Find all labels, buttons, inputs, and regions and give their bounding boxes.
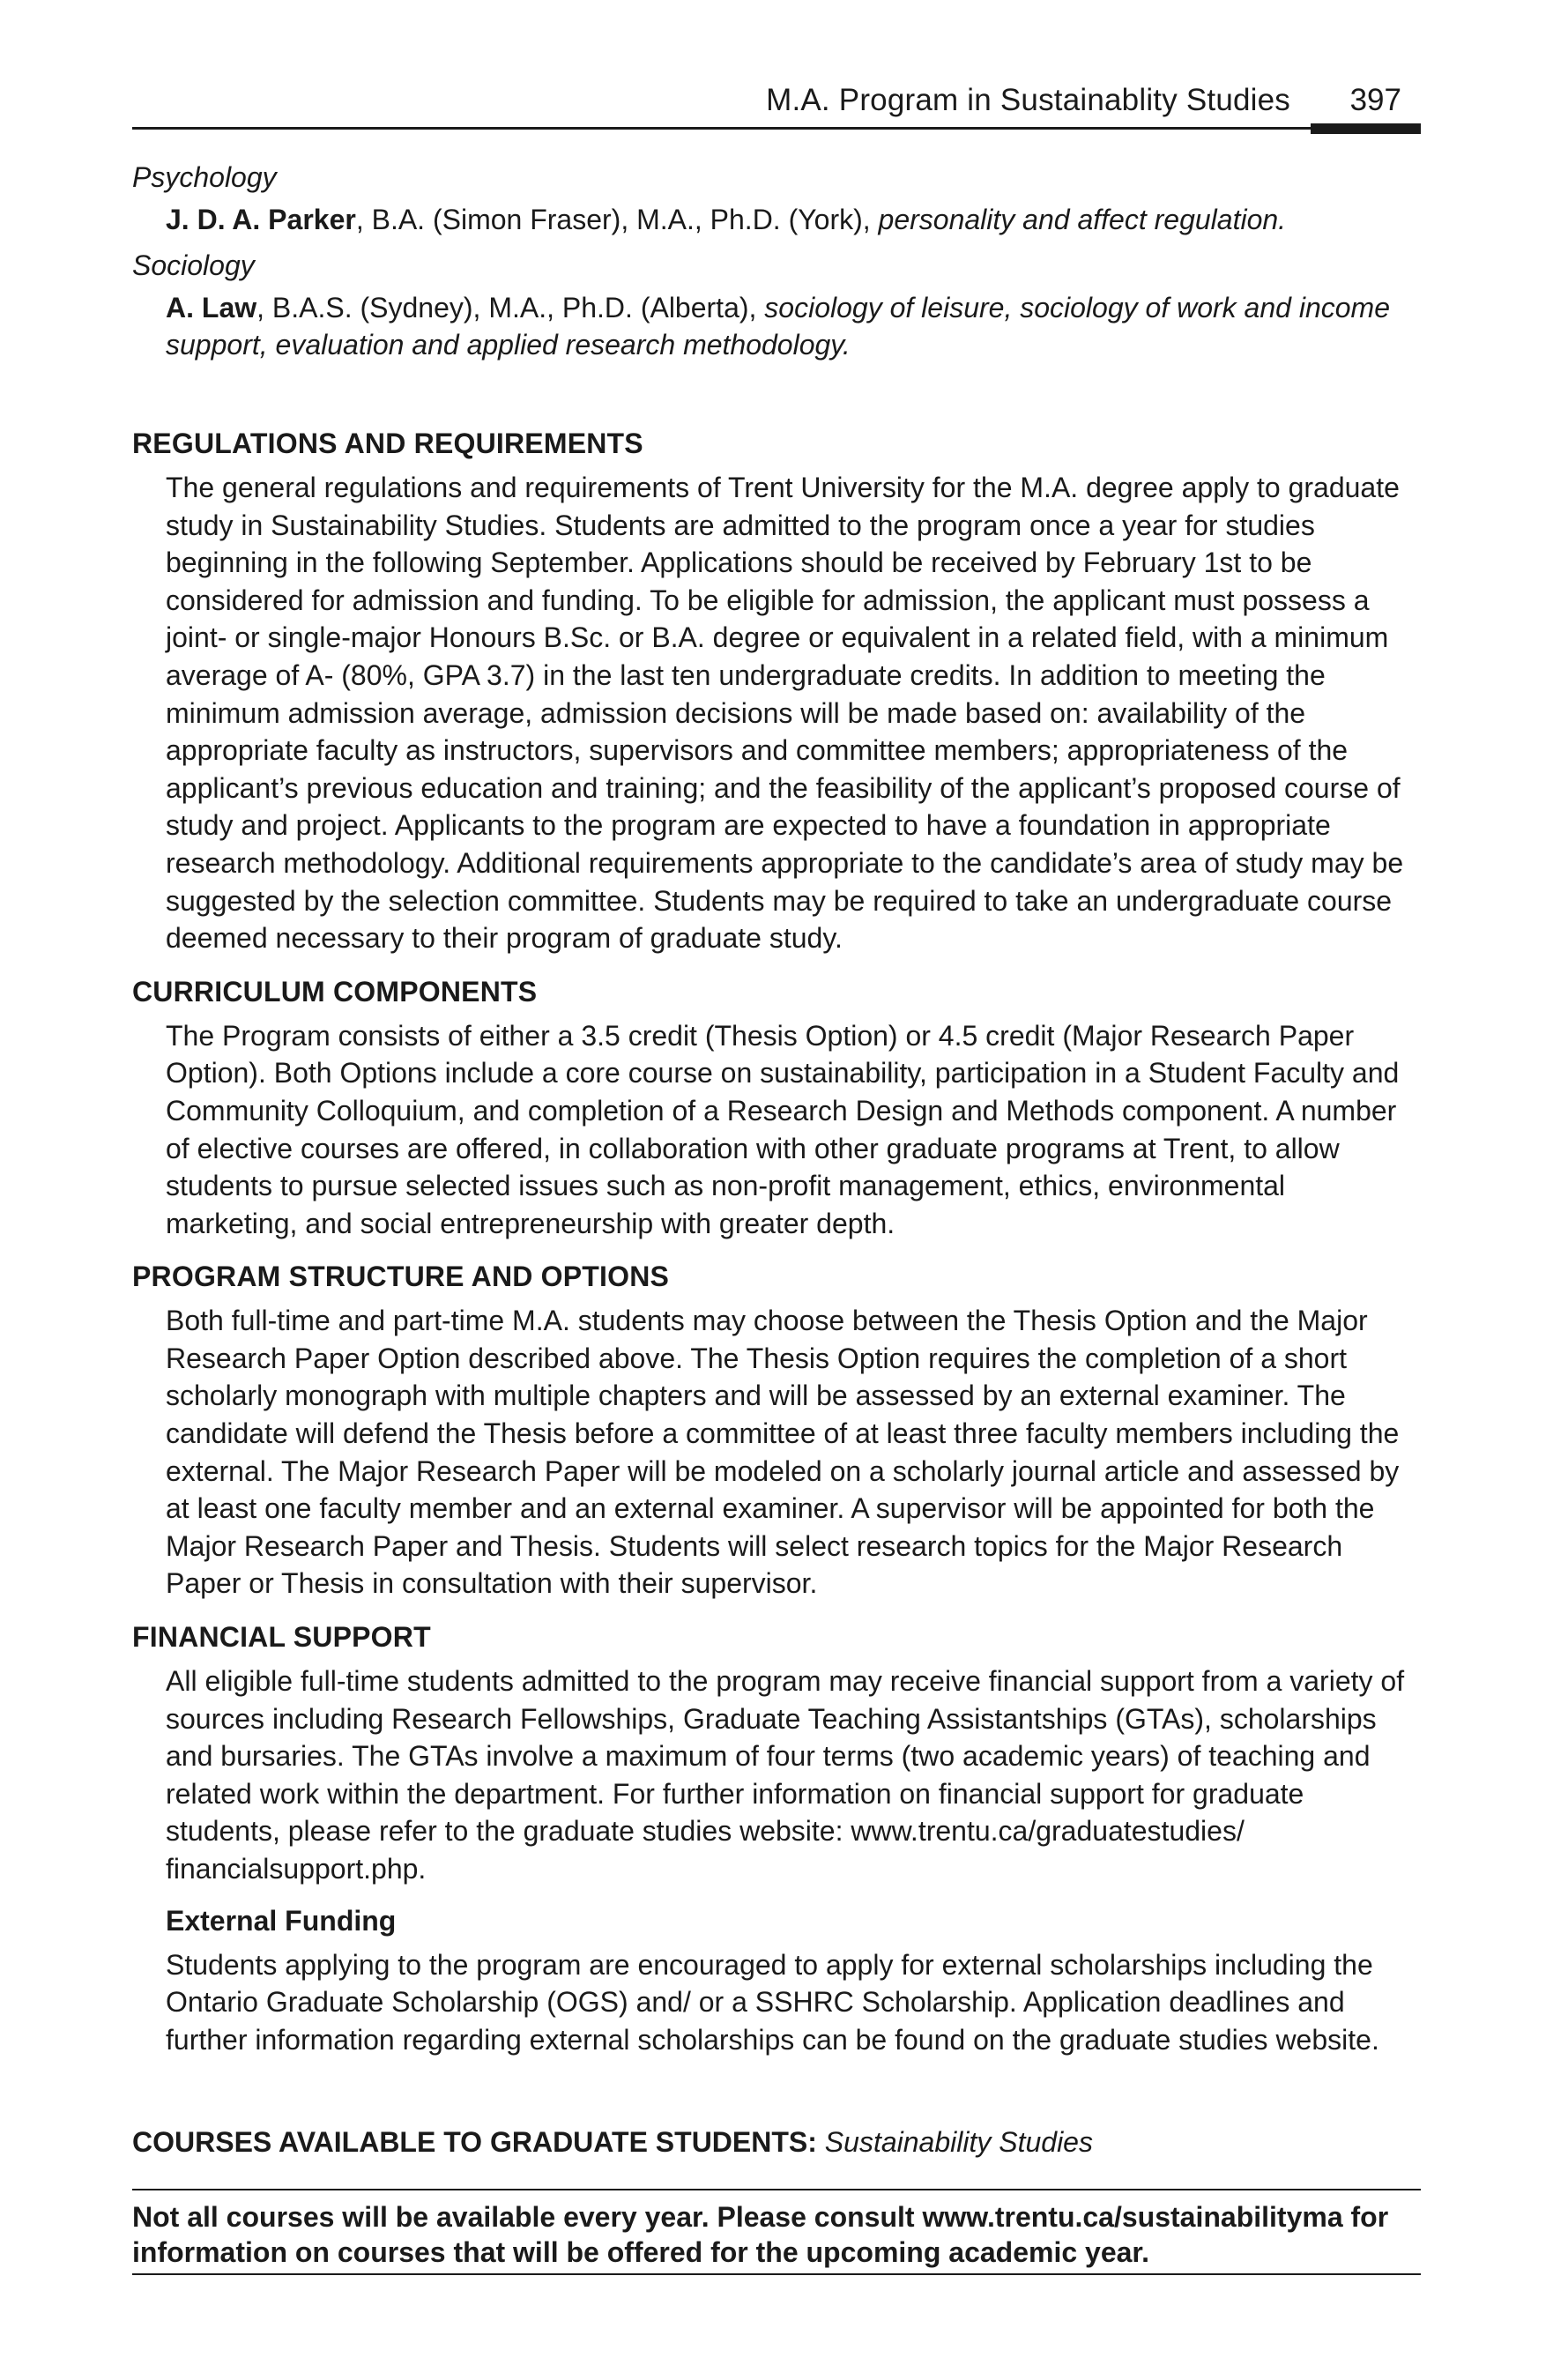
section-heading-program-structure: PROGRAM STRUCTURE AND OPTIONS bbox=[132, 1261, 670, 1293]
section-text-regulations: The general regulations and requirements of Trent University for the M.A. degree apply to graduate study in Sustainability Studies. Students are admitted to the program once a year for studies beginning in the following September. Applications should be received by February 1st to be considered for admission and funding. To be eligible for admission, the applicant must possess a joint- or single-major Honours B.Sc. or B.A. degree or equivalent in a related field, with a minimum average of A- (80%, GPA 3.7) in the last ten undergraduate credits. In addition to meeting the minimum admission average, admission decisions will be made based on: availability of the appropriate faculty as instructors, supervisors and committee members; appropriateness of the applicant’s previous education and training; and the feasibility of the applicant’s proposed course of study and project. Applicants to the program are expected to have a foundation in appropriate research methodology. Additional requirements appropriate to the candidate’s area of study may be suggested by the selection committee. Students may be required to take an undergraduate course deemed necessary to their program of graduate study. bbox=[166, 472, 1404, 955]
running-header bbox=[132, 78, 1421, 130]
faculty-credentials: , B.A. (Simon Fraser), M.A., Ph.D. (York), bbox=[355, 204, 879, 235]
section-text-program-structure: Both full-time and part-time M.A. students may choose between the Thesis Option and the Major Research Paper Option described above. The Thesis Option requires the completion of a short scholarly monograph with multiple chapters and will be assessed by an external examiner. The candidate will defend the Thesis before a committee of at least three faculty members including the external. The Major Research Paper will be modeled on a scholarly journal article and assessed by at least one faculty member and an external examiner. A supervisor will be appointed for both the Major Research Paper and Thesis. Students will select research topics for the Major Research Paper or Thesis in consultation with their supervisor. bbox=[166, 1305, 1400, 1600]
section-text-curriculum: The Program consists of either a 3.5 credit (Thesis Option) or 4.5 credit (Major Research Paper Option). Both Options include a core course on sustainability, participation in a Student Faculty and Community Colloquium, and completion of a Research Design and Methods component. A number of elective courses are offered, in collaboration with other graduate programs at Trent, to allow students to pursue selected issues such as non-profit management, ethics, environmental marketing, and social entrepreneurship with greater depth. bbox=[166, 1019, 1400, 1239]
section-text-financial-support: All eligible full-time students admitted to the program may receive financial support from a variety of sources including Research Fellowships, Graduate Teaching Assistantships (GTAs), scholarships and bursaries. The GTAs involve a maximum of four terms (two academic years) of teaching and related work within the department. For further information on financial support for graduate students, please refer to the graduate studies website: www.trentu.ca/graduatestudies/ financialsupport.php. bbox=[166, 1665, 1405, 1885]
page-tab-marker bbox=[1311, 123, 1421, 134]
courses-label: COURSES AVAILABLE TO GRADUATE STUDENTS: bbox=[132, 2126, 817, 2159]
faculty-name: A. Law bbox=[166, 292, 257, 324]
faculty-entry-parker bbox=[166, 201, 1421, 238]
section-heading-regulations: REGULATIONS AND REQUIREMENTS bbox=[132, 428, 643, 459]
faculty-interests: personality and affect regulation. bbox=[878, 204, 1287, 235]
faculty-entry-law bbox=[166, 289, 1421, 363]
faculty-credentials: , B.A.S. (Sydney), M.A., Ph.D. (Alberta), bbox=[256, 292, 765, 324]
courses-notice: Not all courses will be available every year. Please consult www.trentu.ca/sustainabilityma for information on courses that will be offered for the upcoming academic year. bbox=[132, 2189, 1421, 2275]
page-number: 397 bbox=[1349, 83, 1401, 117]
courses-heading bbox=[132, 2123, 1421, 2161]
department-psychology: Psychology bbox=[132, 161, 277, 193]
faculty-name: J. D. A. Parker bbox=[166, 204, 356, 235]
main-content bbox=[132, 159, 1421, 2275]
courses-subject: Sustainability Studies bbox=[824, 2126, 1093, 2159]
section-heading-financial-support: FINANCIAL SUPPORT bbox=[132, 1621, 431, 1654]
running-title: M.A. Program in Sustainablity Studies bbox=[766, 83, 1290, 117]
section-heading-curriculum: CURRICULUM COMPONENTS bbox=[132, 975, 538, 1008]
subsection-heading-external-funding: External Funding bbox=[166, 1904, 397, 1937]
subsection-text-external-funding: Students applying to the program are encouraged to apply for external scholarships including the Ontario Graduate Scholarship (OGS) and/ or a SSHRC Scholarship. Application deadlines and further information regarding external scholarships can be found on the graduate studies website. bbox=[166, 1948, 1379, 2056]
faculty-interests: sociology of leisure, sociology of work and income support, evaluation and applied research methodology. bbox=[166, 292, 1390, 361]
department-sociology: Sociology bbox=[132, 249, 255, 281]
